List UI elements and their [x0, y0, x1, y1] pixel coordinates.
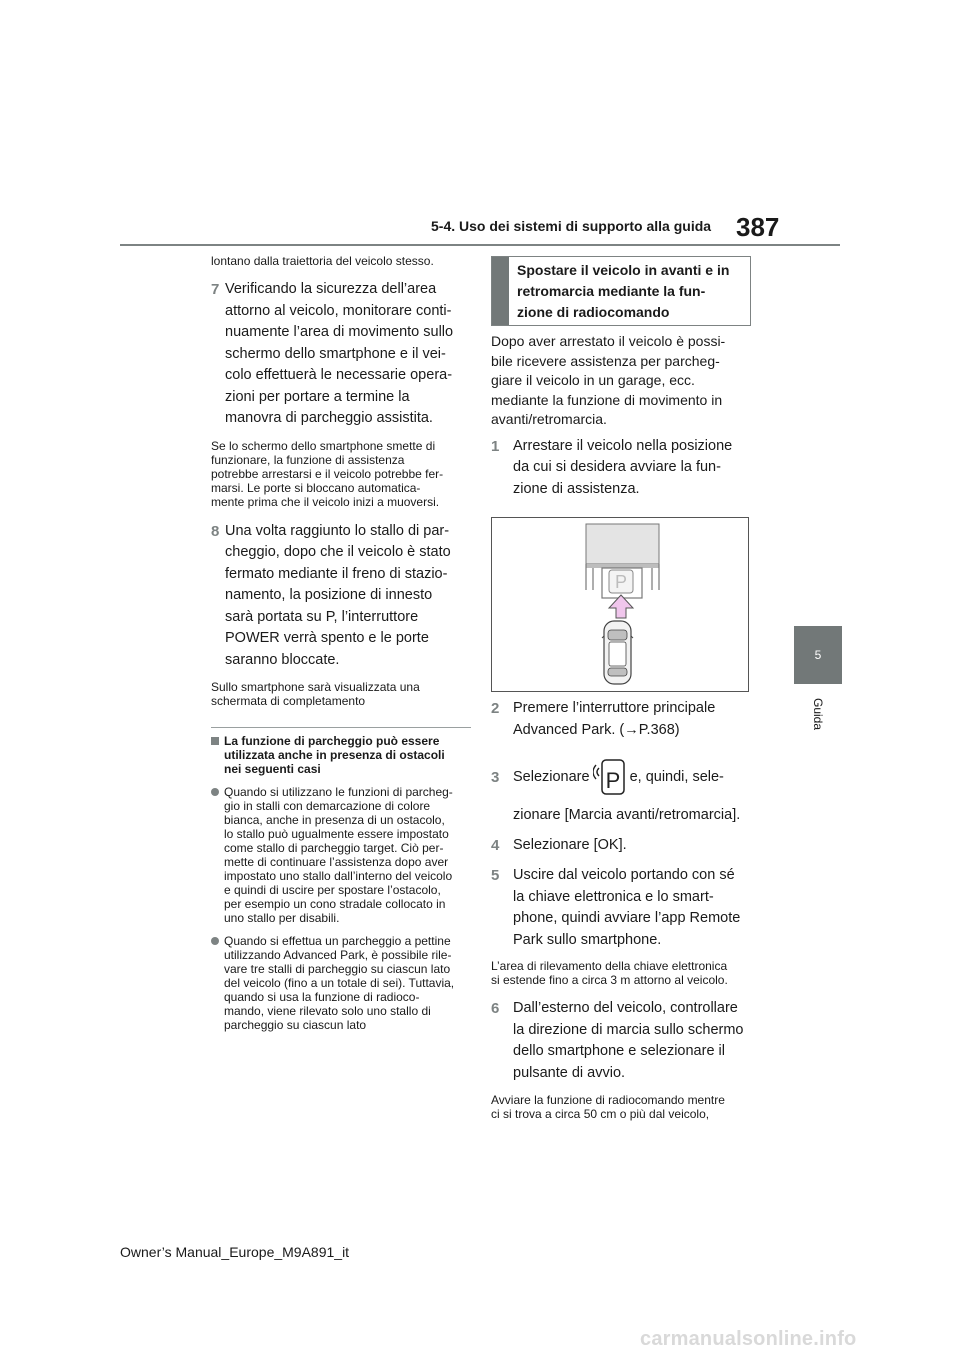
header-divider	[120, 244, 840, 246]
line: zione di radiocomando	[517, 304, 670, 320]
intro-paragraph	[491, 332, 751, 430]
line: del veicolo (fino a un totale di sei). Tuttavia,	[224, 976, 455, 990]
text-part: Advanced Park. (	[513, 721, 625, 738]
round-bullet-icon	[211, 937, 219, 945]
line: giare il veicolo in un garage, ecc.	[491, 372, 695, 388]
line: saranno bloccate.	[225, 651, 340, 668]
line: Verificando la sicurezza dell’area	[225, 281, 437, 297]
line: Park sullo smartphone.	[513, 931, 662, 948]
line: attorno al veicolo, monitorare conti-	[225, 302, 452, 319]
line: si estende fino a circa 3 m attorno al veicolo.	[491, 973, 728, 987]
note-step-7	[211, 439, 471, 509]
step-text	[513, 436, 732, 501]
line: Se lo schermo dello smartphone smette di	[211, 438, 436, 453]
line: mando, viene rilevato solo uno stallo di	[224, 1004, 431, 1018]
line: lo stallo può ugualmente essere impostato	[224, 827, 449, 841]
step-1	[491, 436, 751, 501]
line: retromarcia mediante la fun-	[517, 283, 706, 299]
step-8	[211, 521, 471, 672]
garage-diagram	[492, 518, 748, 691]
arrow-icon: →	[624, 721, 639, 738]
step-number: 1	[491, 437, 500, 455]
line: namento, la posizione di innesto	[225, 587, 433, 603]
step-2	[491, 698, 751, 741]
line: POWER verrà spento e le porte	[225, 630, 429, 646]
section-divider	[211, 727, 471, 728]
step-number: 4	[491, 836, 500, 854]
line: zioni per portare a termine la	[225, 388, 410, 405]
bullet-item	[211, 934, 471, 1032]
line: utilizzando Advanced Park, è possibile rile-	[224, 948, 452, 962]
step-5	[491, 865, 751, 951]
note-step-5	[491, 959, 751, 987]
chapter-tab: 5	[794, 626, 842, 684]
line: schermo dello smartphone e il vei-	[225, 345, 446, 362]
step-number: 6	[491, 1000, 500, 1017]
line: Avviare la funzione di radiocomando mentre	[491, 1093, 725, 1107]
line: schermata di completamento	[211, 694, 366, 708]
line: vare tre stalli di parcheggio su ciascun lato	[224, 962, 451, 976]
left-column	[211, 254, 471, 1032]
line: La funzione di parcheggio può essere	[224, 734, 440, 748]
footer-manual-id: Owner’s Manual_Europe_M9A891_it	[120, 1244, 350, 1260]
page-reference-link[interactable]: P.368)	[638, 721, 680, 738]
step-text	[513, 698, 715, 741]
line: uno stallo per disabili.	[224, 911, 340, 925]
line: gio in stalli con demarcazione di colore	[224, 799, 431, 813]
line: come stallo di parcheggio target. Ciò per-	[224, 841, 444, 855]
step-text: Selezionare [OK].	[513, 836, 627, 853]
line: Quando si utilizzano le funzioni di parcheg-	[224, 785, 453, 799]
step-4	[491, 835, 751, 857]
advanced-park-icon	[593, 758, 627, 798]
line: zione di assistenza.	[513, 480, 640, 497]
line: mediante la funzione di movimento in	[491, 391, 723, 408]
line: mente prima che il veicolo inizi a muoversi.	[211, 494, 440, 509]
line	[513, 720, 715, 742]
line: Dall’esterno del veicolo, controllare	[513, 1000, 738, 1016]
step-number: 7	[211, 281, 220, 298]
line: utilizzata anche in presenza di ostacoli	[224, 748, 445, 762]
line: ci si trova a circa 50 cm o più dal veicolo,	[491, 1107, 710, 1121]
line: cheggio, dopo che il veicolo è stato	[225, 544, 451, 560]
p-sign-letter: P	[614, 572, 628, 592]
line: fermato mediante il freno di stazio-	[225, 565, 448, 582]
text-part: Selezionare	[513, 769, 590, 786]
chapter-label	[794, 690, 842, 738]
line: la chiave elettronica e lo smart-	[513, 888, 714, 905]
line: colo effettuerà le necessarie opera-	[225, 367, 453, 383]
line: marsi. Le porte si bloccano automatica-	[211, 480, 421, 495]
line: potrebbe arrestarsi e il veicolo potrebbe fer-	[211, 466, 444, 481]
illustration-vehicle-garage	[491, 517, 749, 692]
watermark: carmanualsonline.info	[640, 1328, 857, 1350]
line: per esempio un cono stradale collocato in	[224, 897, 446, 911]
step-3	[491, 758, 751, 827]
line: mette di continuare l’assistenza dopo aver	[224, 855, 449, 869]
line: bile ricevere assistenza per parcheg-	[491, 352, 720, 369]
bullet-item	[211, 785, 471, 925]
line: zionare [Marcia avanti/retromarcia].	[513, 807, 741, 823]
line: Dopo aver arrestato il veicolo è possi-	[491, 333, 726, 349]
line: Sullo smartphone sarà visualizzata una	[211, 680, 420, 694]
line	[513, 758, 740, 798]
line: L’area di rilevamento della chiave elettronica	[491, 959, 728, 973]
line: nei seguenti casi	[224, 762, 321, 776]
line: funzionare, la funzione di assistenza	[211, 452, 405, 467]
note-step-6	[491, 1093, 751, 1121]
step-text	[513, 758, 740, 827]
step-number: 3	[491, 769, 500, 786]
line: quando si usa la funzione di radioco-	[224, 990, 420, 1004]
line: la direzione di marcia sullo schermo	[513, 1021, 744, 1038]
line: impostato uno stallo dall’interno del veicolo	[224, 869, 453, 883]
line: Arrestare il veicolo nella posizione	[513, 437, 733, 454]
line: Quando si effettua un parcheggio a pettine	[224, 934, 451, 948]
step-text	[513, 865, 740, 951]
continued-text: lontano dalla traiettoria del veicolo stesso.	[211, 254, 434, 268]
step-7	[211, 279, 471, 430]
line: pulsante di avvio.	[513, 1064, 626, 1081]
subheading	[211, 734, 471, 776]
line: Uscire dal veicolo portando con sé	[513, 867, 735, 883]
line: bianca, anche in presenza di un ostacolo,	[224, 813, 445, 827]
line: phone, quindi avviare l’app Remote	[513, 910, 741, 926]
advanced-park-icon-letter: P	[605, 768, 620, 793]
page-number: 387	[736, 212, 780, 242]
callout-bar	[492, 257, 509, 325]
line: Spostare il veicolo in avanti e in	[517, 262, 730, 278]
line: sarà portata su P, l’interruttore	[225, 608, 419, 625]
step-text	[225, 279, 453, 430]
square-bullet-icon	[211, 737, 219, 745]
step-text	[513, 998, 744, 1084]
line: manovra di parcheggio assistita.	[225, 410, 433, 426]
right-column	[491, 256, 751, 1121]
line: Una volta raggiunto lo stallo di par-	[225, 522, 450, 539]
step-6	[491, 998, 751, 1084]
step-number: 5	[491, 867, 500, 884]
line: dello smartphone e selezionare il	[513, 1043, 725, 1059]
step-number: 8	[211, 522, 220, 540]
line: da cui si desidera avviare la fun-	[513, 459, 721, 475]
section-title: 5-4. Uso dei sistemi di supporto alla guida	[431, 218, 712, 234]
callout-box	[491, 256, 751, 326]
line: e quindi di uscire per spostare l’ostacolo,	[224, 883, 441, 897]
note-step-8	[211, 680, 471, 708]
line: avanti/retromarcia.	[491, 411, 607, 427]
line: nuamente l’area di movimento sullo	[225, 324, 454, 340]
round-bullet-icon	[211, 788, 219, 796]
callout-title	[509, 257, 737, 325]
text-part: e, quindi, sele-	[629, 769, 724, 786]
step-number: 2	[491, 700, 500, 717]
garage-roof	[586, 524, 659, 564]
step-text	[225, 521, 451, 672]
line: parcheggio su ciascun lato	[224, 1018, 367, 1032]
line: Premere l’interruttore principale	[513, 700, 716, 716]
chapter-label-text: Guida	[811, 697, 825, 731]
